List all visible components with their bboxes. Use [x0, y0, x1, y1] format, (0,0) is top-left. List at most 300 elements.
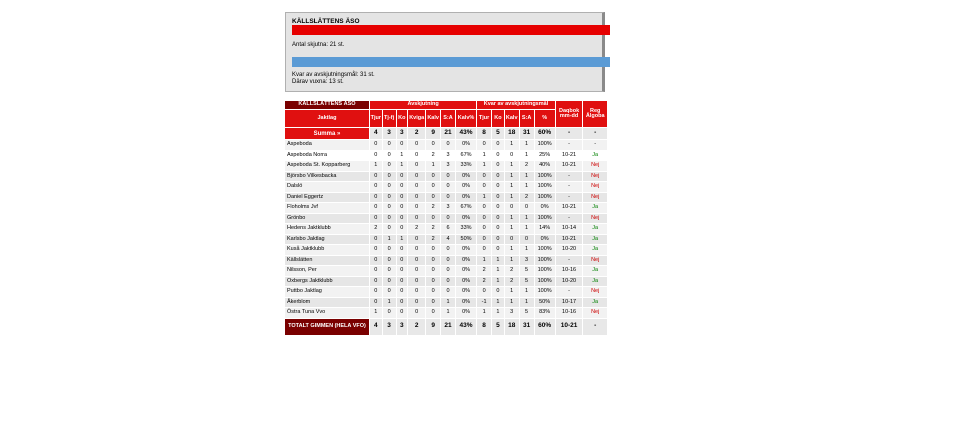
table-cell: 1 — [504, 213, 519, 224]
jaktlag-name[interactable]: Aspeboda — [285, 140, 370, 151]
total-cell: 18 — [504, 318, 519, 335]
table-row — [285, 213, 608, 224]
reg-status-cell: - — [583, 140, 608, 151]
table-cell: 0 — [369, 266, 382, 277]
table-cell: - — [555, 192, 583, 203]
table-cell: 10-21 — [555, 234, 583, 245]
table-cell: 100% — [534, 255, 555, 266]
reg-status-cell: Ja — [583, 245, 608, 256]
jaktlag-name[interactable]: Oxbergs Jaktklubb — [285, 276, 370, 287]
table-cell: 0% — [455, 287, 476, 298]
table-cell: 1 — [519, 150, 534, 161]
summary-cell: 4 — [369, 128, 382, 140]
table-cell: 0 — [382, 308, 396, 319]
table-cell: 0 — [369, 255, 382, 266]
table-cell: 0 — [426, 245, 441, 256]
table-cell: 0 — [492, 192, 505, 203]
table-cell: 0 — [426, 297, 441, 308]
jaktlag-name[interactable]: Östra Tuna Vvo — [285, 308, 370, 319]
table-cell: 50% — [534, 297, 555, 308]
table-cell: 1 — [504, 245, 519, 256]
table-cell: 0 — [441, 287, 456, 298]
total-cell: 3 — [396, 318, 408, 335]
table-cell: 0 — [504, 234, 519, 245]
remaining-progress-bar — [292, 57, 610, 67]
table-cell: 3 — [504, 308, 519, 319]
table-cell: 0 — [492, 287, 505, 298]
table-cell: 0% — [455, 140, 476, 151]
summary-cell: 31 — [519, 128, 534, 140]
table-cell: 10-16 — [555, 308, 583, 319]
area-label-header: KÄLLSLÄTTENS ÄSO — [285, 101, 370, 110]
table-cell: 10-21 — [555, 150, 583, 161]
table-cell: 1 — [519, 140, 534, 151]
table-cell: 0 — [369, 192, 382, 203]
table-cell: 100% — [534, 245, 555, 256]
reg-status-cell: Nej — [583, 308, 608, 319]
table-cell: 3 — [441, 203, 456, 214]
table-cell: 3 — [519, 255, 534, 266]
table-cell: 1 — [369, 308, 382, 319]
table-cell: 0 — [396, 171, 408, 182]
jaktlag-name[interactable]: Dalslö — [285, 182, 370, 193]
jaktlag-name[interactable]: Källslätten — [285, 255, 370, 266]
table-cell: 1 — [477, 192, 492, 203]
table-cell: 100% — [534, 266, 555, 277]
remaining-count-text: Kvar av avskjutningsmål: 31 st. — [292, 72, 375, 78]
table-cell: 2 — [477, 266, 492, 277]
table-cell: 0% — [455, 171, 476, 182]
table-cell: 0 — [408, 266, 426, 277]
table-row — [285, 234, 608, 245]
date-column-header: Daqbok mm-dd — [555, 101, 583, 128]
kvar-col-header: % — [534, 110, 555, 128]
table-cell: 1 — [504, 192, 519, 203]
table-row — [285, 297, 608, 308]
table-cell: 0 — [382, 161, 396, 172]
table-cell: 0 — [382, 287, 396, 298]
table-cell: - — [555, 140, 583, 151]
table-cell: 0 — [492, 182, 505, 193]
jaktlag-name[interactable]: Aspeboda St. Kopparberg — [285, 161, 370, 172]
table-cell: 0 — [369, 245, 382, 256]
table-cell: 10-14 — [555, 224, 583, 235]
table-cell: 2 — [426, 234, 441, 245]
table-cell: 100% — [534, 140, 555, 151]
group-header-kvar: Kvar av avskjutningsmål — [477, 101, 556, 110]
table-cell: 0 — [426, 287, 441, 298]
table-cell: 0 — [396, 266, 408, 277]
table-cell: 50% — [455, 234, 476, 245]
table-cell: 0 — [408, 182, 426, 193]
group-header-avskjutning: Avskjutning — [369, 101, 476, 110]
table-cell: 0 — [408, 287, 426, 298]
table-cell: 0 — [441, 182, 456, 193]
table-cell: 0% — [455, 297, 476, 308]
reg-status-cell: Nej — [583, 171, 608, 182]
jaktlag-name[interactable]: Nilsson, Per — [285, 266, 370, 277]
jaktlag-name[interactable]: Grönbo — [285, 213, 370, 224]
table-cell: 1 — [426, 161, 441, 172]
table-cell: 0 — [382, 182, 396, 193]
table-cell: 1 — [382, 234, 396, 245]
table-row — [285, 192, 608, 203]
reg-status-cell: Nej — [583, 255, 608, 266]
table-cell: 3 — [441, 161, 456, 172]
table-cell: 1 — [504, 182, 519, 193]
total-cell: 60% — [534, 318, 555, 335]
total-cell: 4 — [369, 318, 382, 335]
table-cell: 0 — [426, 140, 441, 151]
table-row — [285, 266, 608, 277]
table-cell: 0 — [408, 192, 426, 203]
table-cell: 0 — [492, 140, 505, 151]
table-cell: 1 — [369, 161, 382, 172]
table-cell: 0 — [408, 161, 426, 172]
table-cell: 1 — [382, 297, 396, 308]
reg-column-header: Reg Älgoba — [583, 101, 608, 128]
reg-status-cell: Nej — [583, 213, 608, 224]
table-cell: 2 — [369, 224, 382, 235]
table-cell: 0 — [369, 297, 382, 308]
table-row — [285, 276, 608, 287]
table-cell: 0 — [382, 192, 396, 203]
table-cell: 2 — [504, 276, 519, 287]
table-cell: 0 — [408, 276, 426, 287]
table-cell: 0 — [382, 171, 396, 182]
table-cell: 0 — [408, 234, 426, 245]
table-cell: 1 — [504, 224, 519, 235]
avskjutning-col-header: Tj-fj — [382, 110, 396, 128]
table-cell: 0 — [492, 150, 505, 161]
summary-cell: 18 — [504, 128, 519, 140]
table-cell: 0 — [441, 171, 456, 182]
table-cell: 10-21 — [555, 203, 583, 214]
table-cell: 1 — [504, 297, 519, 308]
summary-cell: 2 — [408, 128, 426, 140]
table-cell: 0 — [382, 245, 396, 256]
summary-cell: - — [555, 128, 583, 140]
table-cell: 1 — [519, 171, 534, 182]
table-cell: 0 — [382, 213, 396, 224]
total-cell: - — [583, 318, 608, 335]
table-cell: 0 — [426, 308, 441, 319]
table-cell: 0 — [369, 182, 382, 193]
table-cell: 1 — [477, 308, 492, 319]
table-cell: 0 — [477, 140, 492, 151]
table-cell: 83% — [534, 308, 555, 319]
table-cell: 0 — [396, 182, 408, 193]
reg-status-cell: Ja — [583, 276, 608, 287]
reg-status-cell: Ja — [583, 234, 608, 245]
summary-cell: 60% — [534, 128, 555, 140]
table-cell: 5 — [519, 266, 534, 277]
table-cell: 0 — [408, 203, 426, 214]
table-cell: 1 — [504, 161, 519, 172]
table-cell: 0 — [382, 224, 396, 235]
table-cell: 0 — [396, 192, 408, 203]
table-cell: 1 — [504, 171, 519, 182]
table-cell: 2 — [408, 224, 426, 235]
table-cell: 0 — [369, 150, 382, 161]
table-cell: 0 — [492, 245, 505, 256]
table-cell: 100% — [534, 213, 555, 224]
summary-cell: - — [583, 128, 608, 140]
table-cell: 0 — [441, 276, 456, 287]
shot-progress-bar — [292, 25, 610, 35]
table-cell: 1 — [441, 297, 456, 308]
table-row — [285, 182, 608, 193]
area-summary-panel — [285, 12, 605, 92]
table-row — [285, 255, 608, 266]
table-cell: 0 — [504, 150, 519, 161]
table-cell: 0 — [504, 203, 519, 214]
table-cell: 0 — [426, 171, 441, 182]
table-row — [285, 171, 608, 182]
total-cell: 9 — [426, 318, 441, 335]
jaktlag-name[interactable]: Kuså Jaktklubb — [285, 245, 370, 256]
table-cell: 0 — [477, 234, 492, 245]
reg-status-cell: Nej — [583, 287, 608, 298]
reg-status-cell: Ja — [583, 266, 608, 277]
jaktlag-name[interactable]: Björsbo Vilkesbacka — [285, 171, 370, 182]
table-cell: 0 — [441, 255, 456, 266]
table-cell: 0 — [441, 213, 456, 224]
table-cell: 2 — [519, 161, 534, 172]
table-cell: 10-20 — [555, 276, 583, 287]
table-cell: 0 — [369, 203, 382, 214]
table-cell: 100% — [534, 287, 555, 298]
table-cell: 0 — [382, 150, 396, 161]
total-cell: 5 — [492, 318, 505, 335]
table-cell: 1 — [396, 234, 408, 245]
table-cell: 1 — [477, 255, 492, 266]
table-cell: 6 — [441, 224, 456, 235]
table-cell: 25% — [534, 150, 555, 161]
reg-status-cell: Nej — [583, 192, 608, 203]
total-cell: 10-21 — [555, 318, 583, 335]
table-cell: 1 — [477, 161, 492, 172]
table-cell: 0 — [382, 203, 396, 214]
table-cell: 0 — [477, 245, 492, 256]
table-cell: 10-20 — [555, 245, 583, 256]
table-cell: 0 — [441, 266, 456, 277]
table-row — [285, 224, 608, 235]
table-cell: 40% — [534, 161, 555, 172]
table-cell: 0 — [396, 255, 408, 266]
shot-count-text: Antal skjutna: 21 st. — [292, 42, 345, 48]
jaktlag-name[interactable]: Hedens Jaktklubb — [285, 224, 370, 235]
table-cell: 0 — [369, 140, 382, 151]
table-cell: - — [555, 182, 583, 193]
table-cell: 0% — [455, 213, 476, 224]
table-cell: 0 — [396, 245, 408, 256]
table-cell: 0 — [492, 171, 505, 182]
table-cell: 1 — [396, 161, 408, 172]
reg-status-cell: Nej — [583, 182, 608, 193]
table-cell: 0 — [382, 276, 396, 287]
table-cell: 0 — [441, 245, 456, 256]
table-cell: 1 — [519, 224, 534, 235]
reg-status-cell: Ja — [583, 224, 608, 235]
adults-count-text: Därav vuxna: 13 st. — [292, 79, 344, 85]
table-row — [285, 287, 608, 298]
table-cell: 0 — [477, 224, 492, 235]
table-cell: 1 — [519, 287, 534, 298]
table-cell: 0 — [477, 171, 492, 182]
total-cell: 43% — [455, 318, 476, 335]
table-cell: 2 — [519, 192, 534, 203]
total-cell: 3 — [382, 318, 396, 335]
table-cell: 0 — [408, 255, 426, 266]
table-cell: 0 — [408, 171, 426, 182]
table-row — [285, 245, 608, 256]
jaktlag-name[interactable]: Karlsbo Jaktlag — [285, 234, 370, 245]
summary-cell: 5 — [492, 128, 505, 140]
table-cell: 0 — [441, 140, 456, 151]
table-cell: 1 — [519, 297, 534, 308]
table-cell: 4 — [441, 234, 456, 245]
table-cell: 2 — [426, 150, 441, 161]
table-cell: 33% — [455, 161, 476, 172]
table-cell: - — [555, 255, 583, 266]
table-cell: 0 — [426, 266, 441, 277]
table-cell: -1 — [477, 297, 492, 308]
table-cell: 1 — [492, 308, 505, 319]
table-cell: - — [555, 287, 583, 298]
table-cell: 0 — [369, 276, 382, 287]
total-label: TOTALT GIMMEN (HELA VFO) — [285, 318, 370, 335]
table-cell: 0 — [396, 213, 408, 224]
summary-row — [285, 128, 608, 140]
jaktlag-name[interactable]: Daniel Eggertz — [285, 192, 370, 203]
table-cell: 1 — [504, 255, 519, 266]
table-cell: 1 — [492, 276, 505, 287]
table-cell: 0 — [477, 203, 492, 214]
table-cell: 0 — [492, 213, 505, 224]
table-cell: 0 — [426, 255, 441, 266]
table-cell: 0 — [492, 203, 505, 214]
kvar-col-header: S:A — [519, 110, 534, 128]
table-row — [285, 150, 608, 161]
table-row — [285, 203, 608, 214]
total-cell: 31 — [519, 318, 534, 335]
table-cell: 0% — [534, 203, 555, 214]
table-row — [285, 308, 608, 319]
table-cell: 0% — [455, 192, 476, 203]
kvar-col-header: Ko — [492, 110, 505, 128]
table-cell: 0 — [441, 192, 456, 203]
table-cell: 0 — [408, 308, 426, 319]
table-cell: 1 — [519, 182, 534, 193]
table-cell: 0 — [369, 234, 382, 245]
kvar-col-header: Tjur — [477, 110, 492, 128]
table-cell: 2 — [426, 224, 441, 235]
reg-status-cell: Ja — [583, 203, 608, 214]
table-cell: 0 — [426, 276, 441, 287]
table-cell: 0% — [455, 266, 476, 277]
table-cell: 0 — [369, 213, 382, 224]
table-cell: 0 — [396, 224, 408, 235]
table-cell: 0 — [492, 161, 505, 172]
area-title: KÄLLSLÄTTENS ÄSO — [292, 18, 360, 25]
table-cell: 0% — [455, 255, 476, 266]
table-cell: 1 — [492, 297, 505, 308]
table-cell: 0% — [455, 245, 476, 256]
table-cell: 10-17 — [555, 297, 583, 308]
table-cell: 3 — [441, 150, 456, 161]
table-cell: 33% — [455, 224, 476, 235]
table-cell: 0 — [477, 287, 492, 298]
table-cell: 2 — [426, 203, 441, 214]
table-cell: 0 — [396, 140, 408, 151]
jaktlag-name[interactable]: Aspeboda Norra — [285, 150, 370, 161]
table-cell: 0 — [396, 297, 408, 308]
jaktlag-name[interactable]: Floholms Jvf — [285, 203, 370, 214]
avskjutning-col-header: S:A — [441, 110, 456, 128]
table-cell: 0 — [408, 150, 426, 161]
summary-cell: 21 — [441, 128, 456, 140]
jaktlag-column-header: Jaktlag — [285, 110, 370, 128]
table-cell: 0% — [455, 308, 476, 319]
table-cell: 1 — [477, 150, 492, 161]
jaktlag-name[interactable]: Puttbo Jaktlag — [285, 287, 370, 298]
table-row — [285, 140, 608, 151]
table-cell: 100% — [534, 276, 555, 287]
table-cell: - — [555, 213, 583, 224]
table-cell: 0 — [426, 182, 441, 193]
table-cell: 1 — [504, 287, 519, 298]
total-cell: 8 — [477, 318, 492, 335]
total-cell: 2 — [408, 318, 426, 335]
table-cell: 0 — [369, 287, 382, 298]
table-cell: 0 — [396, 276, 408, 287]
table-cell: 0 — [492, 234, 505, 245]
table-cell: 0 — [477, 213, 492, 224]
total-cell: 21 — [441, 318, 456, 335]
avskjutning-col-header: Ko — [396, 110, 408, 128]
avskjutning-col-header: Kalv — [426, 110, 441, 128]
table-cell: 0 — [492, 224, 505, 235]
table-cell: 0% — [455, 276, 476, 287]
table-cell: 0 — [426, 192, 441, 203]
summary-cell: 3 — [382, 128, 396, 140]
avskjutning-col-header: Kalv% — [455, 110, 476, 128]
summary-cell: 3 — [396, 128, 408, 140]
table-cell: 100% — [534, 171, 555, 182]
table-cell: 1 — [519, 245, 534, 256]
table-cell: 1 — [492, 266, 505, 277]
total-row — [285, 318, 608, 335]
table-cell: 100% — [534, 192, 555, 203]
table-cell: 1 — [519, 213, 534, 224]
table-cell: 0 — [369, 171, 382, 182]
table-cell: 5 — [519, 276, 534, 287]
reg-status-cell: Ja — [583, 297, 608, 308]
table-cell: 1 — [492, 255, 505, 266]
table-cell: 67% — [455, 150, 476, 161]
table-cell: 10-16 — [555, 266, 583, 277]
table-cell: 0% — [534, 234, 555, 245]
table-cell: 100% — [534, 182, 555, 193]
jaktlag-name[interactable]: Åkerblom — [285, 297, 370, 308]
table-cell: 0 — [408, 140, 426, 151]
table-cell: 0 — [408, 213, 426, 224]
table-cell: 0 — [396, 287, 408, 298]
table-cell: 0 — [396, 308, 408, 319]
table-cell: 0 — [382, 266, 396, 277]
avskjutning-col-header: Tjur — [369, 110, 382, 128]
